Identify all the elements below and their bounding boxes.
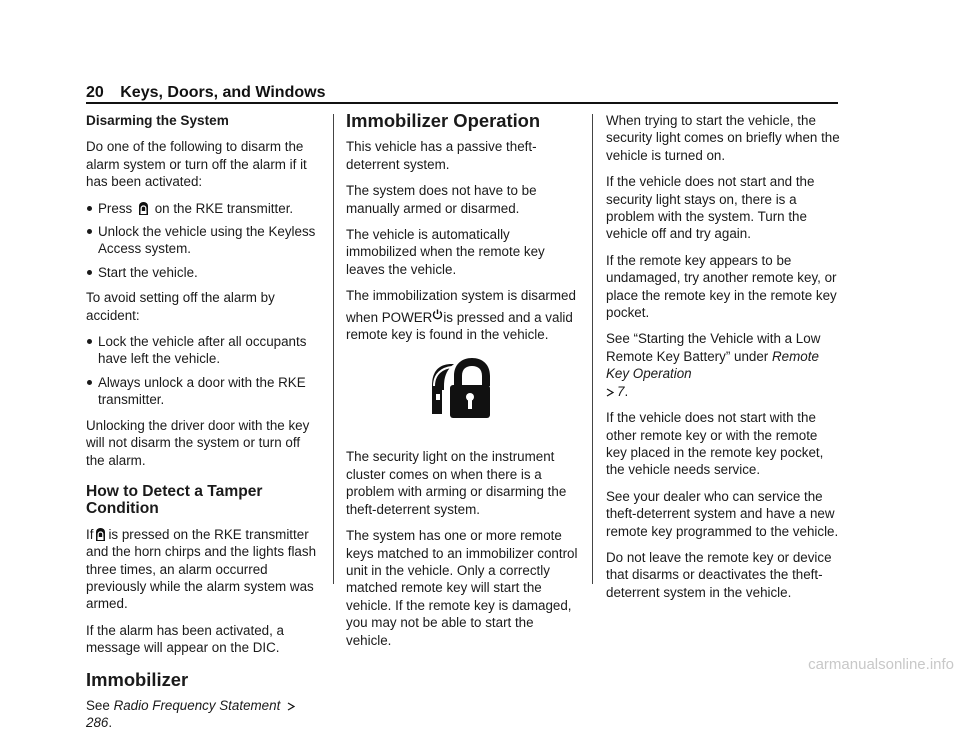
paragraph: The system has one or more remote keys matched to an immobilizer control unit in the vehicle. Only a correctly matched remote key will start the vehicle. If the remote key is damaged, you may not be able to start the vehicle. xyxy=(346,528,578,648)
cross-reference-link[interactable]: Remote Key Operation xyxy=(606,348,819,382)
paragraph: If the remote key appears to be undamaged, try another remote key, or place the remote key in the remote key pocket. xyxy=(606,252,837,321)
avoid-list xyxy=(86,333,322,409)
page-header xyxy=(86,84,838,104)
header-rule xyxy=(86,102,838,104)
column-1 xyxy=(86,112,322,741)
power-icon xyxy=(432,309,443,320)
column-divider-1 xyxy=(333,114,334,584)
paragraph: The system does not have to be manually armed or disarmed. xyxy=(346,183,537,216)
rke-unlock-icon xyxy=(95,528,106,541)
paragraph: Do not leave the remote key or device that disarms or deactivates the theft-deterrent system in the vehicle. xyxy=(606,549,832,600)
list-item: Always unlock a door with the RKE transmitter. xyxy=(86,374,322,409)
list-item: Lock the vehicle after all occupants have left the vehicle. xyxy=(86,333,322,368)
disarm-list xyxy=(86,200,322,282)
security-light-figure xyxy=(346,352,582,436)
alarm-message-note: If the alarm has been activated, a message will appear on the DIC. xyxy=(86,622,285,656)
column-2 xyxy=(346,112,582,658)
list-item: Press on the RKE transmitter. xyxy=(86,200,322,217)
paragraph: The security light on the instrument cluster comes on when there is a problem with arming or disarming the theft-deterrent system. xyxy=(346,449,567,517)
paragraph: This vehicle has a passive theft-deterrent system. xyxy=(346,139,537,172)
watermark: carmanualsonline.info xyxy=(808,656,954,673)
page-reference: 286 xyxy=(86,715,109,731)
rke-unlock-icon xyxy=(138,202,149,215)
paragraph: If the vehicle does not start and the security light stays on, there is a problem with the system. Turn the vehicle off and try again. xyxy=(606,174,815,242)
list-item: Start the vehicle. xyxy=(86,264,322,281)
cross-reference-link[interactable]: Radio Frequency Statement xyxy=(113,697,281,713)
immobilizer-heading: Immobilizer xyxy=(86,668,189,690)
immobilizer-see-also: See Radio Frequency Statement 286. xyxy=(86,697,322,732)
avoid-intro: To avoid setting off the alarm by accident: xyxy=(86,290,275,323)
page-number: 20 xyxy=(86,84,104,101)
disarm-intro: Do one of the following to disarm the alarm system or turn off the alarm if it has been activated: xyxy=(86,139,307,190)
page-reference: 7 xyxy=(617,383,625,399)
unlock-note: Unlocking the driver door with the key will not disarm the system or turn off the alarm. xyxy=(86,417,310,468)
paragraph: See your dealer who can service the theft-deterrent system and have a new remote key programmed to the vehicle. xyxy=(606,488,839,539)
paragraph: The immobilization system is disarmed xyxy=(346,288,576,304)
paragraph-see-also: See “Starting the Vehicle with a Low Remote Key Battery” under Remote Key Operation 7. xyxy=(606,331,821,399)
bullet-icon xyxy=(87,206,92,211)
list-item: Unlock the vehicle using the Keyless Access system. xyxy=(86,223,322,258)
page-reference-icon xyxy=(606,388,614,397)
bullet-icon xyxy=(87,229,92,234)
security-lock-icon xyxy=(430,356,492,420)
paragraph: The vehicle is automatically immobilized when the remote key leaves the vehicle. xyxy=(346,227,545,277)
paragraph: When trying to start the vehicle, the security light comes on briefly when the vehicle is turned on. xyxy=(606,113,840,163)
bullet-icon xyxy=(87,339,92,344)
paragraph-power: when POWER is pressed and a valid remote key is found in the vehicle. xyxy=(346,309,573,343)
immobilizer-operation-heading: Immobilizer Operation xyxy=(346,110,541,131)
bullet-icon xyxy=(87,270,92,275)
section-title: Keys, Doors, and Windows xyxy=(120,84,326,101)
paragraph: If the vehicle does not start with the other remote key or with the remote key placed in the remote key pocket, the vehicle needs service. xyxy=(606,410,824,478)
column-divider-2 xyxy=(592,114,593,584)
column-3 xyxy=(606,112,840,610)
tamper-paragraph: If is pressed on the RKE transmitter and the horn chirps and the lights flash three times, an alarm occurred previously while the alarm system was armed. xyxy=(86,526,317,612)
bullet-icon xyxy=(87,380,92,385)
tamper-heading: How to Detect a Tamper Condition xyxy=(86,482,263,518)
page-reference-icon xyxy=(287,702,295,711)
disarming-heading: Disarming the System xyxy=(86,113,229,128)
